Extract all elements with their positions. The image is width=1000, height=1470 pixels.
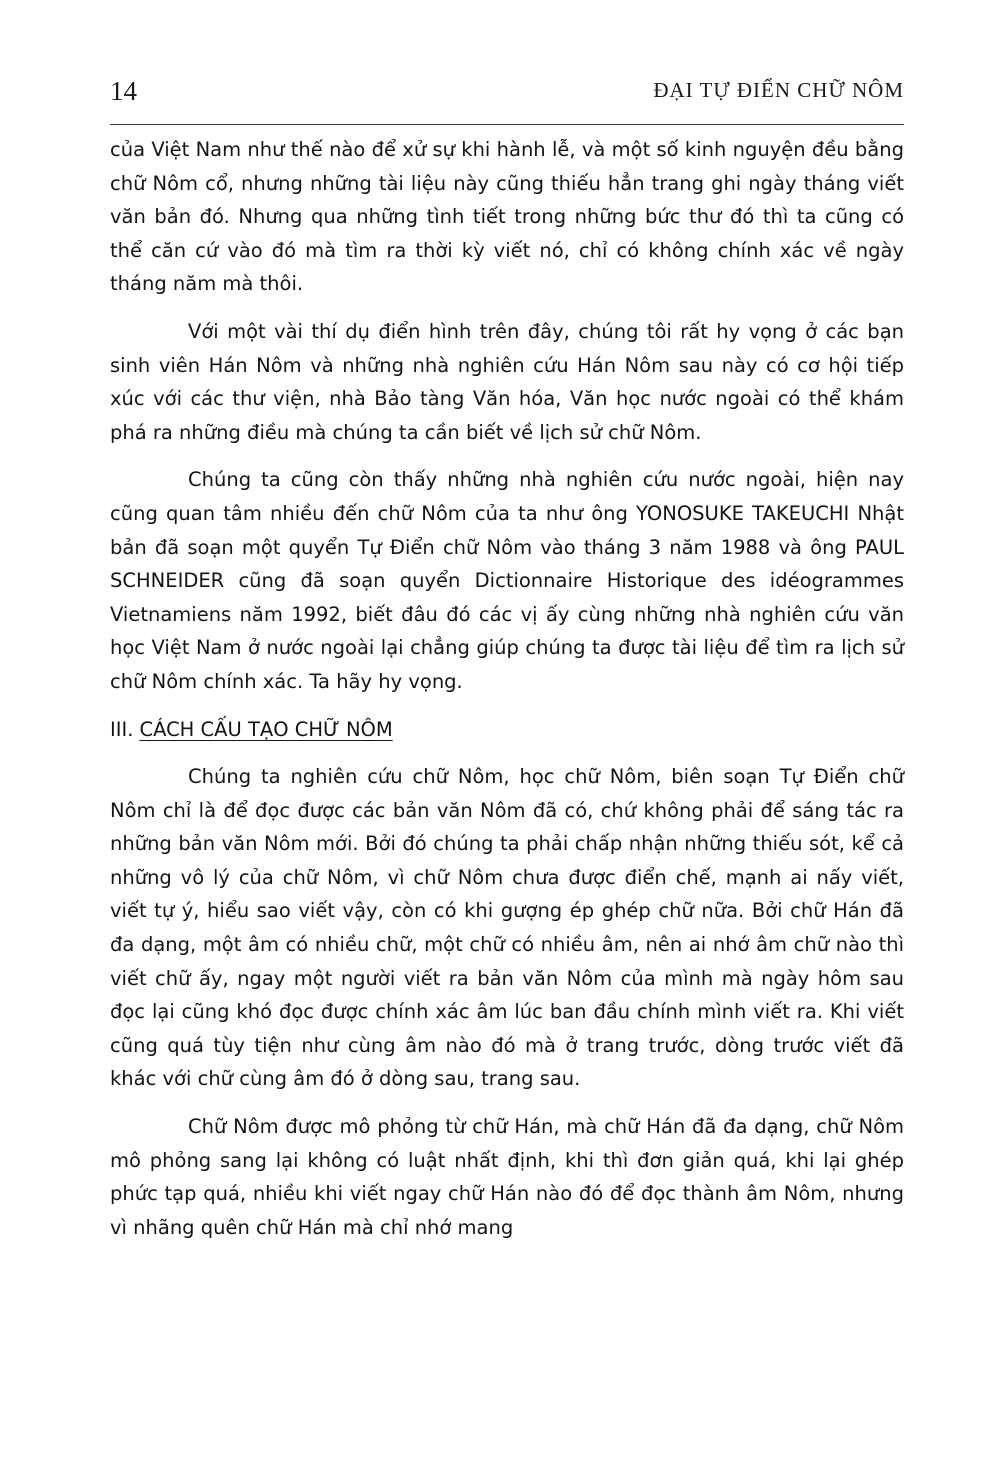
section-title: CÁCH CẤU TẠO CHỮ NÔM [139,717,393,741]
page-number: 14 [110,76,137,106]
running-header-title: ĐẠI TỰ ĐIỂN CHỮ NÔM [653,78,904,102]
section-number: III. [110,717,134,741]
paragraph-continuation: của Việt Nam như thế nào để xử sự khi hành lễ, và một số kinh nguyện đều bằng chữ Nôm cổ, nhưng những tài liệu này cũng thiếu hẳn trang ghi ngày tháng viết văn bản đó. Nhưng qua những tình tiết trong những bức thư đó thì ta cũng có thể căn cứ vào đó mà tìm ra thời kỳ viết nó, chỉ có không chính xác về ngày tháng năm mà thôi. [110,138,904,296]
section-heading [110,713,904,747]
paragraph: Với một vài thí dụ điển hình trên đây, chúng tôi rất hy vọng ở các bạn sinh viên Hán Nôm và những nhà nghiên cứu Hán Nôm sau này có cơ hội tiếp xúc với các thư viện, nhà Bảo tàng Văn hóa, Văn học nước ngoài có thể khám phá ra những điều mà chúng ta cần biết về lịch sử chữ Nôm. [110,319,904,444]
paragraph: Chúng ta cũng còn thấy những nhà nghiên cứu nước ngoài, hiện nay cũng quan tâm nhiều đến chữ Nôm của ta như ông YONOSUKE TAKEUCHI Nhật bản đã soạn một quyển Tự Điển chữ Nôm vào tháng 3 năm 1988 và ông PAUL SCHNEIDER cũng đã soạn quyển Dictionnaire Historique des idéogrammes Vietnamiens năm 1992, biết đâu đó các vị ấy cùng những nhà nghiên cứu văn học Việt Nam ở nước ngoài lại chẳng giúp chúng ta được tài liệu để tìm ra lịch sử chữ Nôm chính xác. Ta hãy hy vọng. [110,468,904,693]
body-text [110,133,904,1258]
paragraph: Chúng ta nghiên cứu chữ Nôm, học chữ Nôm, biên soạn Tự Điển chữ Nôm chỉ là để đọc được các bản văn Nôm đã có, chứ không phải để sáng tác ra những bản văn Nôm mới. Bởi đó chúng ta phải chấp nhận những thiếu sót, kể cả những vô lý của chữ Nôm, vì chữ Nôm chưa được điển chế, mạnh ai nấy viết, viết tự ý, hiểu sao viết vậy, còn có khi gượng ép ghép chữ nữa. Bởi chữ Hán đã đa dạng, một âm có nhiều chữ, một chữ có nhiều âm, nên ai nhớ âm chữ nào thì viết chữ ấy, ngay một người viết ra bản văn Nôm của mình mà ngày hôm sau đọc lại cũng khó đọc được chính xác âm lúc ban đầu chính mình viết ra. Khi viết cũng quá tùy tiện như cùng âm nào đó mà ở trang trước, dòng trước viết đã khác với chữ cùng âm đó ở dòng sau, trang sau. [110,765,904,1091]
header-rule [110,124,904,125]
paragraph: Chữ Nôm được mô phỏng từ chữ Hán, mà chữ Hán đã đa dạng, chữ Nôm mô phỏng sang lại không có luật nhất định, khi thì đơn giản quá, khi lại ghép phức tạp quá, nhiều khi viết ngay chữ Hán nào đó để đọc thành âm Nôm, nhưng vì nhãng quên chữ Hán mà chỉ nhớ mang [110,1115,904,1239]
